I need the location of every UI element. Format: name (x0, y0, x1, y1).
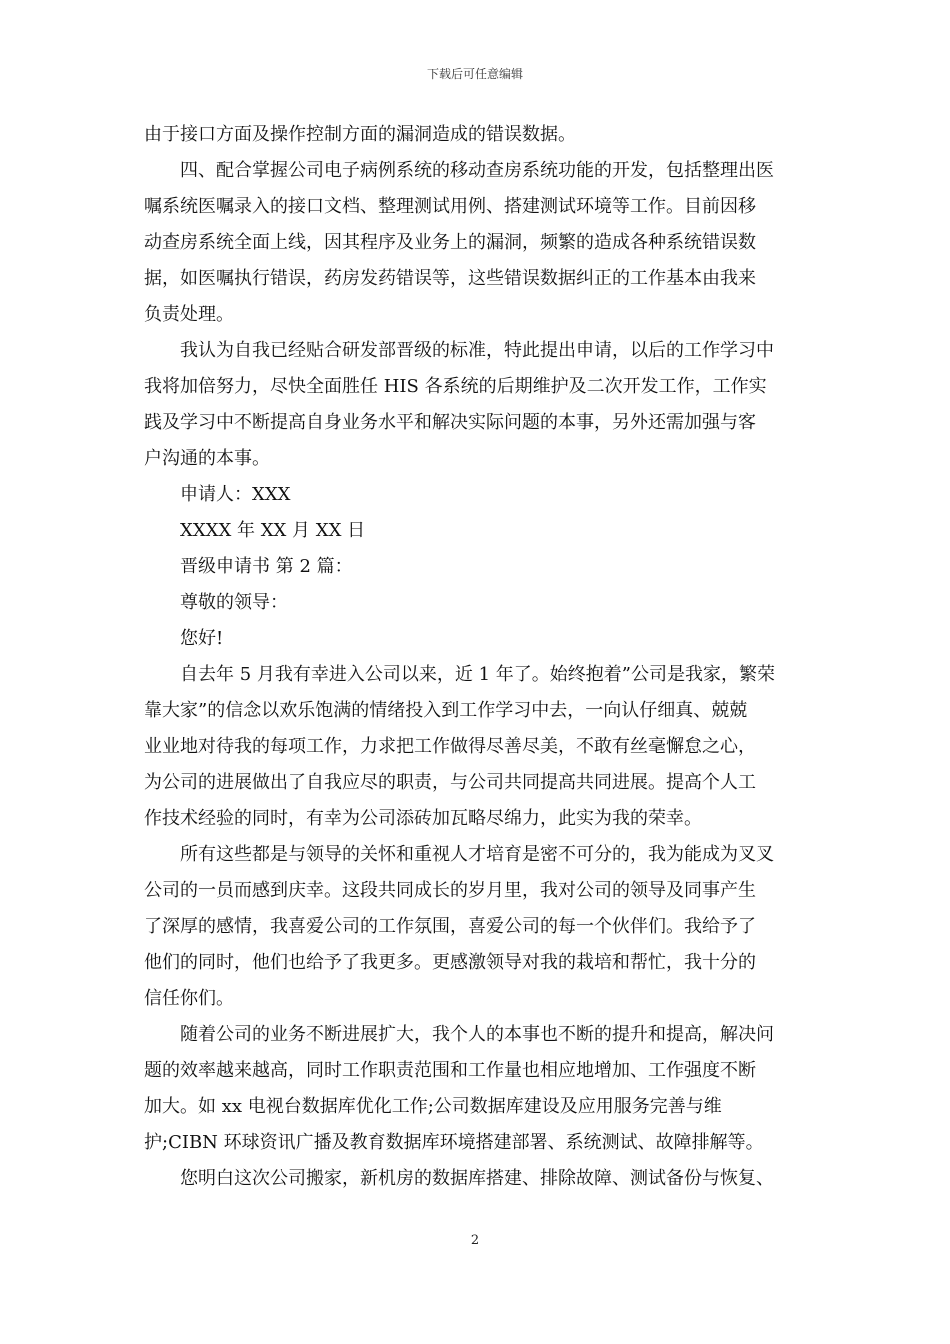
document-body (144, 117, 806, 1197)
text-line: 由于接口方面及操作控制方面的漏洞造成的错误数据。 (144, 124, 576, 145)
text-line: 动查房系统全面上线，因其程序及业务上的漏洞，频繁的造成各种系统错误数 (144, 232, 756, 253)
text-line: 我将加倍努力，尽快全面胜任 HIS 各系统的后期维护及二次开发工作，工作实 (144, 376, 767, 397)
text-line: 自去年 5 月我有幸进入公司以来，近 1 年了。始终抱着”公司是我家，繁荣 (144, 664, 775, 685)
text-line: 了深厚的感情，我喜爱公司的工作氛围，喜爱公司的每一个伙伴们。我给予了 (144, 916, 756, 937)
text-line: 践及学习中不断提高自身业务水平和解决实际问题的本事，另外还需加强与客 (144, 412, 756, 433)
greeting: 您好! (144, 628, 224, 649)
text-line: 您明白这次公司搬家，新机房的数据库搭建、排除故障、测试备份与恢复、 (144, 1168, 774, 1189)
text-line: 信任你们。 (144, 988, 234, 1009)
text-line: 他们的同时，他们也给予了我更多。更感激领导对我的栽培和帮忙，我十分的 (144, 952, 756, 973)
salutation: 尊敬的领导： (144, 592, 288, 613)
text-line: 我认为自我已经贴合研发部晋级的标准，特此提出申请，以后的工作学习中 (144, 340, 774, 361)
text-line: 负责处理。 (144, 304, 234, 325)
text-line: 护;CIBN 环球资讯广播及教育数据库环境搭建部署、系统测试、故障排解等。 (144, 1132, 764, 1153)
text-line: 嘱系统医嘱录入的接口文档、整理测试用例、搭建测试环境等工作。目前因移 (144, 196, 756, 217)
text-line: 业业地对待我的每项工作，力求把工作做得尽善尽美，不敢有丝毫懈怠之心， (144, 736, 756, 757)
date-line: XXXX 年 XX 月 XX 日 (144, 520, 366, 541)
page-number: 2 (470, 1233, 480, 1248)
text-line: 四、配合掌握公司电子病例系统的移动查房系统功能的开发，包括整理出医 (144, 160, 774, 181)
text-line: 加大。如 xx 电视台数据库优化工作;公司数据库建设及应用服务完善与维 (144, 1096, 722, 1117)
text-line: 靠大家”的信念以欢乐饱满的情绪投入到工作学习中去，一向认仔细真、兢兢 (144, 700, 748, 721)
section-title: 晋级申请书 第 2 篇： (144, 556, 353, 577)
page-header: 下载后可任意编辑 (426, 67, 523, 81)
text-line: 为公司的进展做出了自我应尽的职责，与公司共同提高共同进展。提高个人工 (144, 772, 756, 793)
text-line: 公司的一员而感到庆幸。这段共同成长的岁月里，我对公司的领导及同事产生 (144, 880, 756, 901)
text-line: 作技术经验的同时，有幸为公司添砖加瓦略尽绵力，此实为我的荣幸。 (144, 808, 702, 829)
text-line: 题的效率越来越高，同时工作职责范围和工作量也相应地增加、工作强度不断 (144, 1060, 756, 1081)
applicant-line: 申请人：XXX (144, 484, 291, 505)
text-line: 随着公司的业务不断进展扩大，我个人的本事也不断的提升和提高，解决问 (144, 1024, 774, 1045)
text-line: 据，如医嘱执行错误，药房发药错误等，这些错误数据纠正的工作基本由我来 (144, 268, 756, 289)
text-line: 所有这些都是与领导的关怀和重视人才培育是密不可分的，我为能成为叉叉 (144, 844, 774, 865)
text-line: 户沟通的本事。 (144, 448, 270, 469)
